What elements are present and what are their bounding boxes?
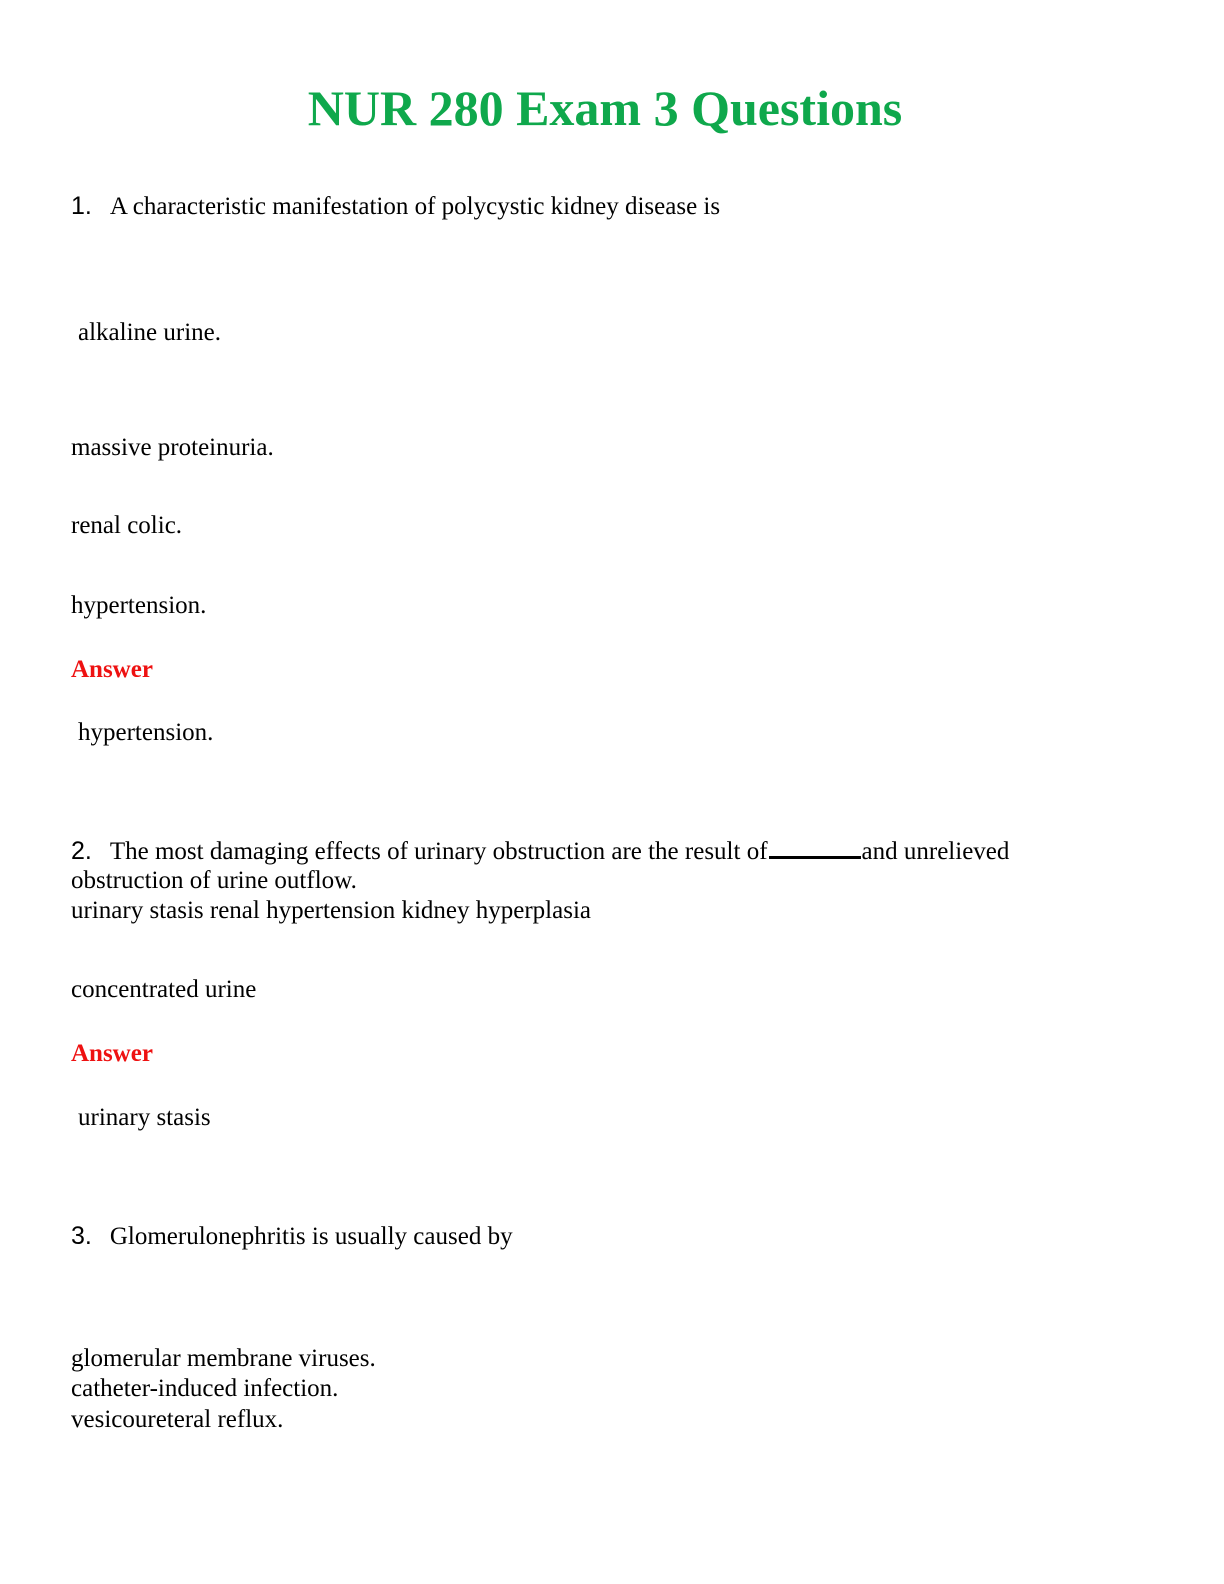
question-number: 1.	[71, 192, 92, 220]
question-prompt-part1: The most damaging effects of urinary obstruction are the result of	[109, 838, 768, 865]
option-3b: catheter-induced infection.	[71, 1375, 339, 1402]
question-1	[71, 191, 720, 222]
option-1b: massive proteinuria.	[71, 434, 274, 461]
answer-2: urinary stasis	[78, 1104, 211, 1131]
option-2d: concentrated urine	[71, 976, 257, 1003]
fill-in-blank	[769, 838, 861, 859]
question-3	[71, 1221, 513, 1252]
question-number: 2.	[71, 837, 92, 865]
option-1a: alkaline urine.	[78, 319, 221, 346]
answer-label-1: Answer	[71, 656, 153, 683]
question-prompt: A characteristic manifestation of polycystic kidney disease is	[109, 193, 721, 220]
question-prompt-part2: and unrelieved	[861, 838, 1010, 865]
question-2-line2: obstruction of urine outflow.	[71, 867, 357, 894]
answer-label-2: Answer	[71, 1040, 153, 1067]
option-1c: renal colic.	[71, 512, 183, 539]
option-1d: hypertension.	[71, 592, 207, 619]
question-prompt: Glomerulonephritis is usually caused by	[109, 1223, 513, 1250]
option-3c: vesicoureteral reflux.	[71, 1406, 284, 1433]
options-2-line: urinary stasis renal hypertension kidney hyperplasia	[71, 897, 591, 924]
answer-1: hypertension.	[78, 719, 214, 746]
option-3a: glomerular membrane viruses.	[71, 1345, 376, 1372]
question-number: 3.	[71, 1222, 92, 1250]
page-title: NUR 280 Exam 3 Questions	[307, 80, 903, 136]
question-2	[71, 836, 1009, 867]
